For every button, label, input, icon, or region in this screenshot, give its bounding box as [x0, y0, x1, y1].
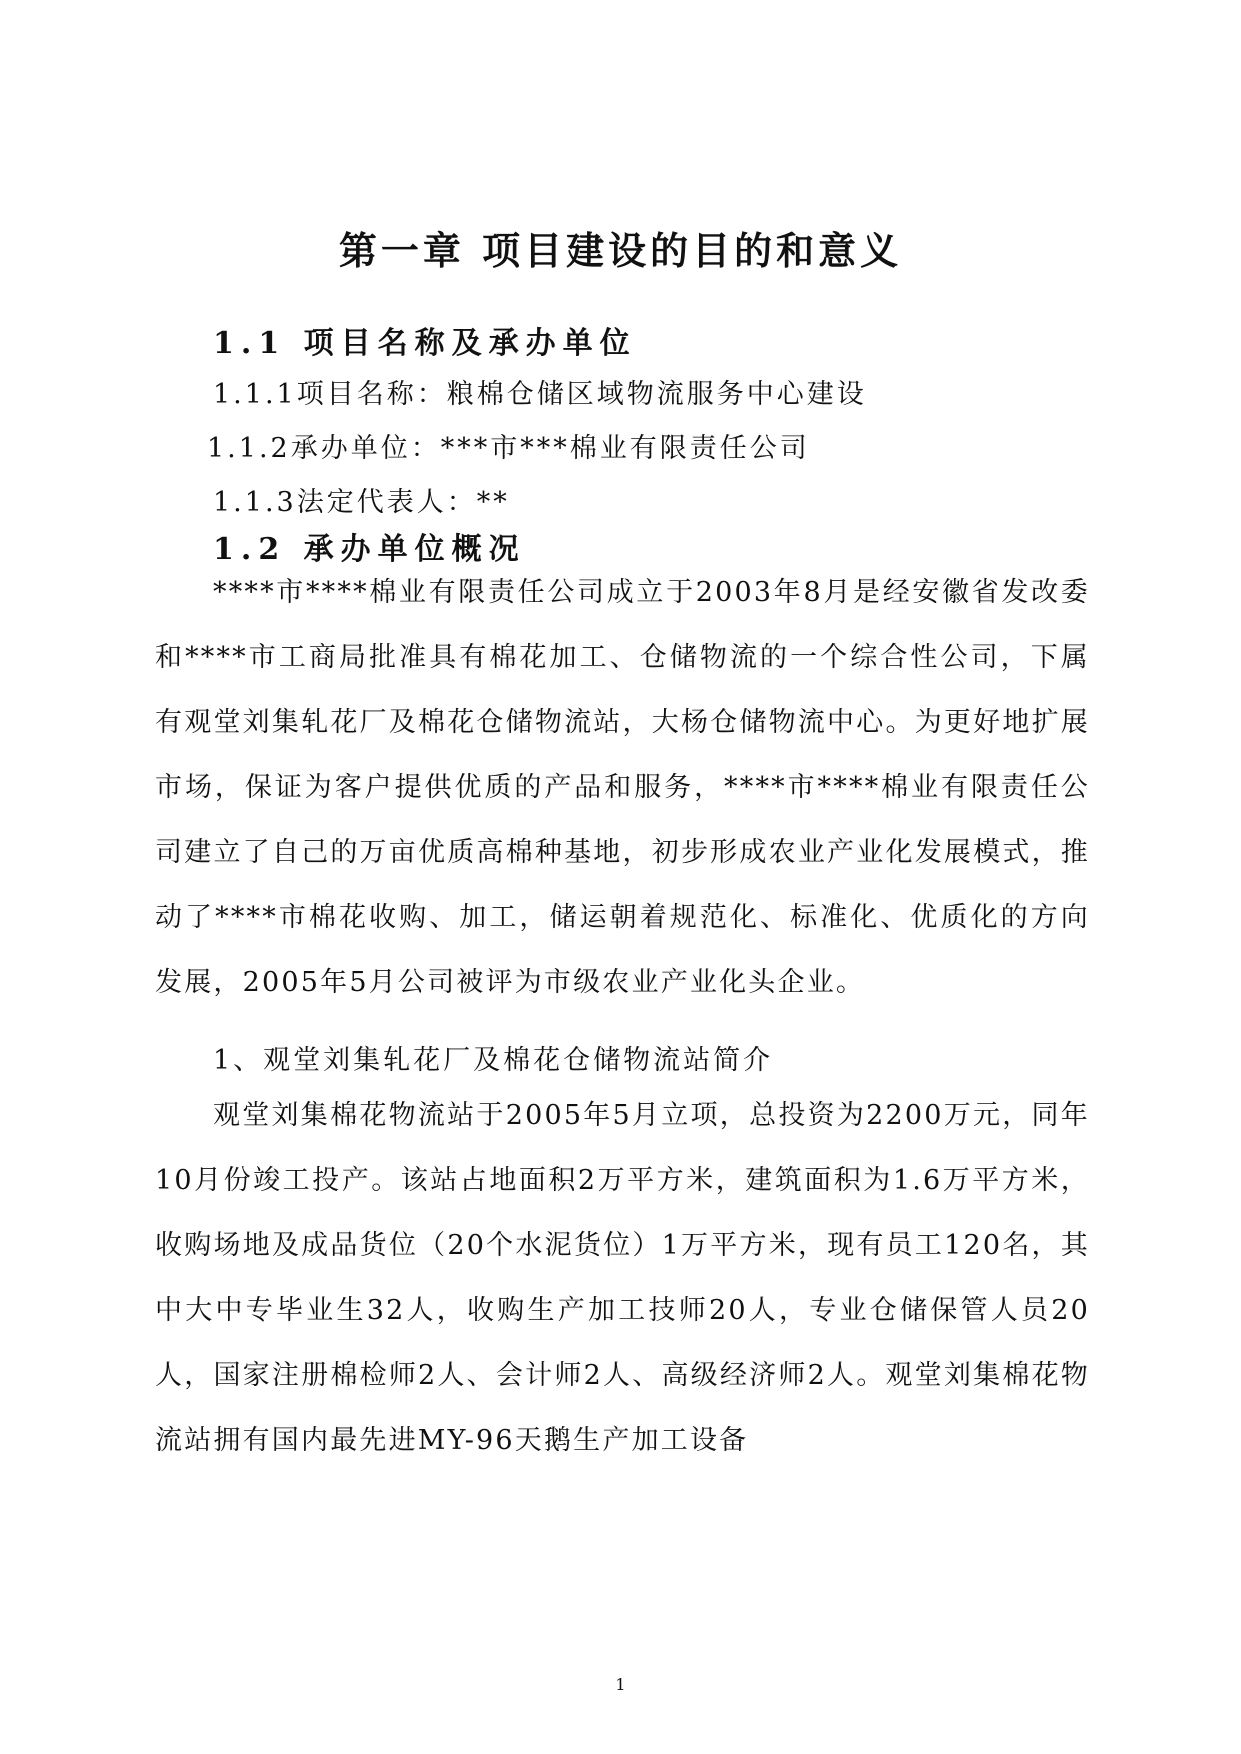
item-project-name: 1.1.1项目名称：粮棉仓储区域物流服务中心建设 [213, 379, 867, 410]
item-host-unit: 1.1.2承办单位：***市***棉业有限责任公司 [207, 433, 810, 464]
company-overview-paragraph: ****市****棉业有限责任公司成立于2003年8月是经安徽省发改委和****市工商局批准具有棉花加工、仓储物流的一个综合性公司，下属有观堂刘集轧花厂及棉花仓储物流站，大杨仓储物流中心。为更好地扩展市场，保证为客户提供优质的产品和服务，****市****棉业有限责任公司建立了自己的万亩优质高棉种基地，初步形成农业产业化发展模式，推动了****市棉花收购、加工，储运朝着规范化、标准化、优质化的方向发展，2005年5月公司被评为市级农业产业化头企业。 [155, 577, 1090, 998]
item-legal-representative: 1.1.3法定代表人：** [213, 487, 510, 518]
section-1-1-heading: 1.1 项目名称及承办单位 [213, 326, 637, 361]
section-1-2-heading: 1.2 承办单位概况 [213, 532, 526, 567]
logistics-station-paragraph: 观堂刘集棉花物流站于2005年5月立项，总投资为2200万元，同年10月份竣工投产。该站占地面积2万平方米，建筑面积为1.6万平方米，收购场地及成品货位（20个水泥货位）1万平方米，现有员工120名，其中大中专毕业生32人，收购生产加工技师20人，专业仓储保管人员20人，国家注册棉检师2人、会计师2人、高级经济师2人。观堂刘集棉花物流站拥有国内最先进MY-96天鹅生产加工设备 [155, 1100, 1090, 1456]
page-number: 1 [615, 1675, 626, 1694]
subsection-heading: 1、观堂刘集轧花厂及棉花仓储物流站简介 [213, 1045, 774, 1076]
chapter-title: 第一章 项目建设的目的和意义 [338, 228, 903, 273]
